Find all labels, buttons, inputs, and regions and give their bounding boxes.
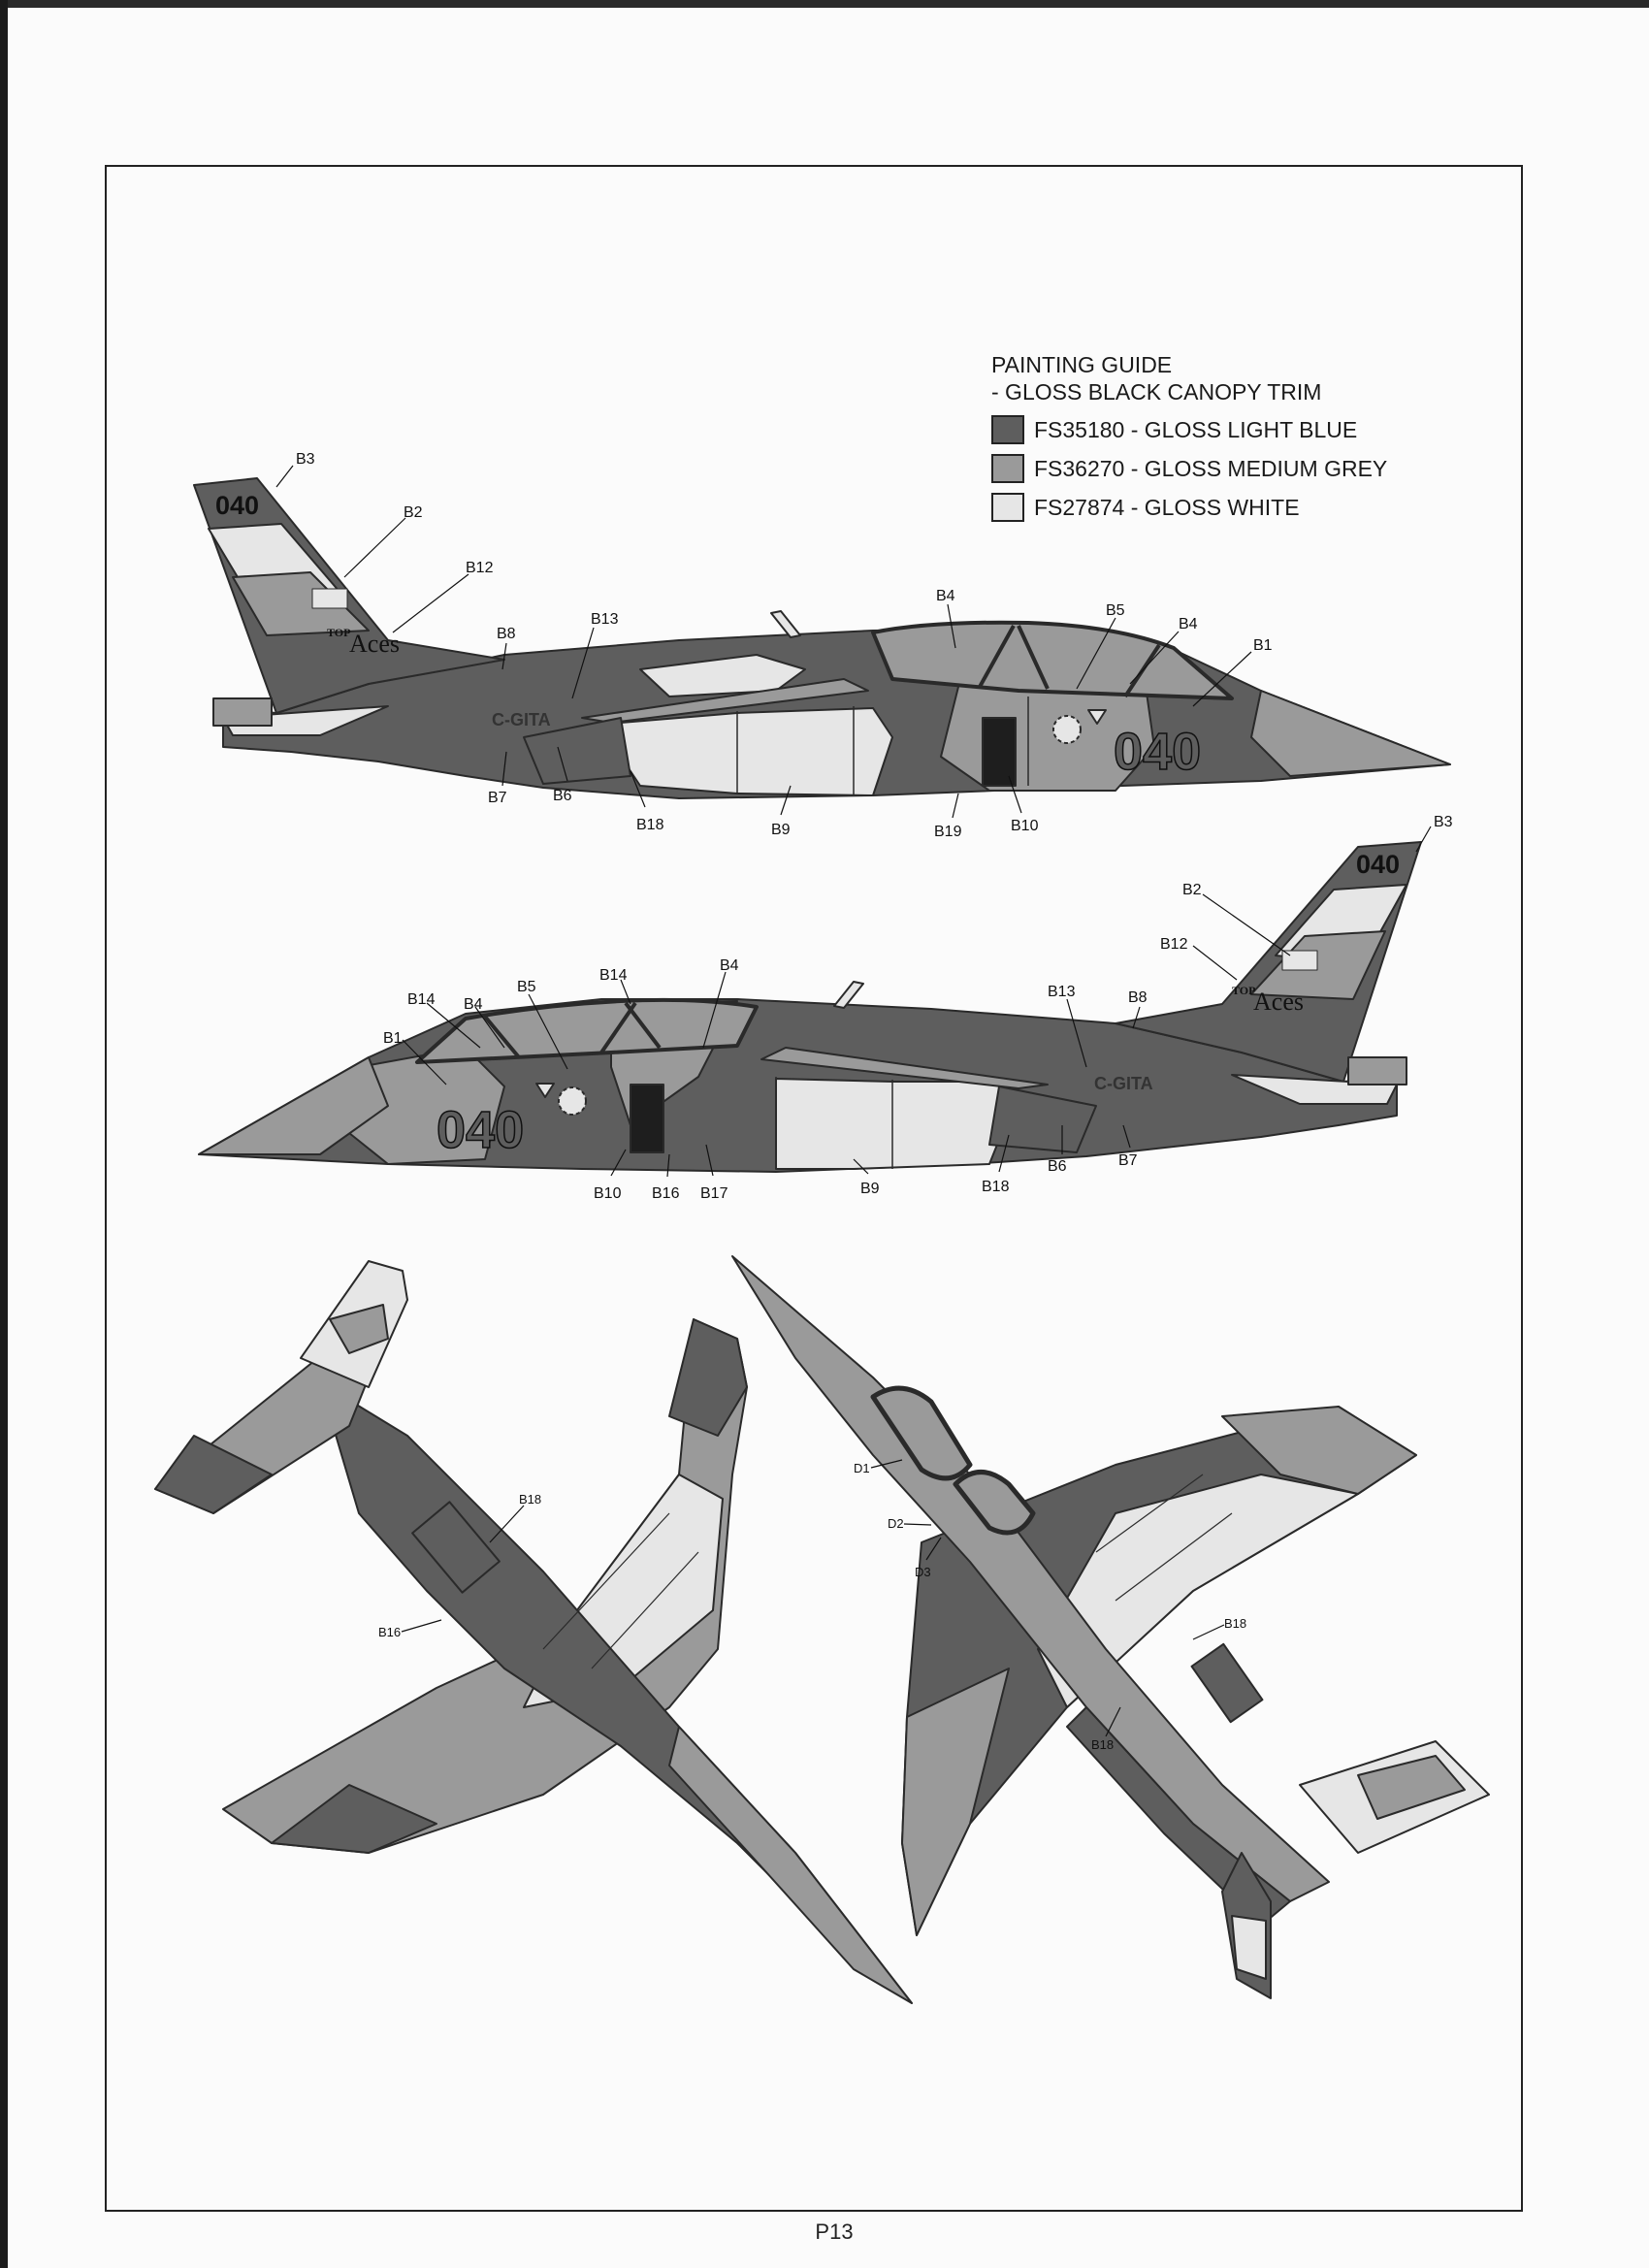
callout-label: B10 <box>594 1185 622 1202</box>
callout-label: B16 <box>378 1625 402 1639</box>
callout-label: B2 <box>404 504 423 521</box>
callout-label: B4 <box>464 996 483 1013</box>
callout-leader <box>1193 946 1237 980</box>
callout-leader <box>393 574 469 632</box>
callout-leader <box>344 518 405 577</box>
callout-leader <box>1203 894 1290 956</box>
callout-label: D2 <box>888 1516 904 1531</box>
callout-label: B14 <box>599 967 628 984</box>
callout-label: B9 <box>860 1181 880 1197</box>
camo-medium-patch <box>1251 691 1450 776</box>
callout-label: B4 <box>1179 616 1198 632</box>
registration-left: C-GITA <box>492 710 551 729</box>
tail-number-left: 040 <box>215 491 260 520</box>
registration-right: C-GITA <box>1094 1074 1153 1093</box>
side-number-right: 040 <box>436 1101 525 1159</box>
top-aces-logo-small: TOP <box>327 626 351 639</box>
antenna <box>771 611 800 637</box>
callout-label: B8 <box>1128 989 1148 1006</box>
callout-label: B5 <box>517 979 536 995</box>
callout-leader <box>276 466 293 487</box>
callout-label: B8 <box>497 626 516 642</box>
callout-label: B18 <box>1224 1616 1247 1631</box>
camo-light-patch <box>621 708 892 795</box>
roundel <box>1053 716 1081 743</box>
top-fin-light <box>1232 1916 1266 1979</box>
exhaust-nozzle <box>1348 1057 1406 1085</box>
right-side-profile <box>199 842 1421 1172</box>
callout-label: B13 <box>1048 984 1076 1000</box>
callout-leader <box>953 794 958 818</box>
callout-label: B6 <box>553 788 572 804</box>
callout-label: B3 <box>1434 814 1453 830</box>
callout-leader <box>402 1620 441 1632</box>
callout-leader <box>1416 826 1431 852</box>
callout-label: B18 <box>519 1492 542 1507</box>
callout-label: B18 <box>982 1179 1010 1195</box>
legend-subtitle: - GLOSS BLACK CANOPY TRIM <box>991 379 1322 405</box>
callout-label: B10 <box>1011 818 1039 834</box>
callout-label: B4 <box>720 957 739 974</box>
legend-item-label: FS36270 - GLOSS MEDIUM GREY <box>1034 455 1388 481</box>
callout-label: B16 <box>652 1185 680 1202</box>
callout-label: B7 <box>488 790 507 806</box>
callout-label: B1 <box>383 1030 403 1047</box>
callout-label: B4 <box>936 588 955 604</box>
callout-label: B7 <box>1118 1152 1138 1169</box>
callout-label: B13 <box>591 611 619 628</box>
callout-label: B17 <box>700 1185 728 1202</box>
underside-view <box>155 1261 912 2003</box>
crew-step <box>983 718 1016 786</box>
callout-label: B19 <box>934 824 962 840</box>
top-fuselage <box>732 1256 1329 1901</box>
callout-label: B18 <box>636 817 664 833</box>
callout-leader <box>904 1524 931 1525</box>
callout-label: B2 <box>1182 882 1202 898</box>
callout-leader <box>1193 1625 1224 1639</box>
callout-label: D3 <box>915 1565 931 1579</box>
legend-item-label: FS27874 - GLOSS WHITE <box>1034 494 1300 520</box>
callout-label: B12 <box>466 560 494 576</box>
callout-label: B5 <box>1106 602 1125 619</box>
callout-label: B9 <box>771 822 791 838</box>
tail-number-right: 040 <box>1356 850 1401 879</box>
callout-label: B3 <box>296 451 315 468</box>
callout-label: B12 <box>1160 936 1188 953</box>
top-aces-logo-large: Aces <box>1253 988 1304 1016</box>
callout-label: B1 <box>1253 637 1273 654</box>
legend-item-label: FS35180 - GLOSS LIGHT BLUE <box>1034 416 1358 442</box>
canada-flag <box>312 589 347 608</box>
top-view <box>732 1256 1489 1998</box>
top-aces-logo-small: TOP <box>1232 984 1256 997</box>
top-aces-logo-large: Aces <box>349 630 400 658</box>
underside-nose <box>669 1727 912 2003</box>
callout-label: B14 <box>407 991 436 1008</box>
crew-step <box>630 1085 663 1152</box>
callout-label: B6 <box>1048 1158 1067 1175</box>
top-engine-pod <box>1192 1644 1263 1722</box>
callout-label: B18 <box>1091 1737 1115 1752</box>
legend-title: PAINTING GUIDE <box>991 352 1173 377</box>
page-number: P13 <box>815 2219 854 2244</box>
side-number-left: 040 <box>1114 723 1202 781</box>
roundel <box>559 1087 586 1115</box>
callout-label: D1 <box>854 1461 870 1475</box>
exhaust-nozzle <box>213 698 272 726</box>
